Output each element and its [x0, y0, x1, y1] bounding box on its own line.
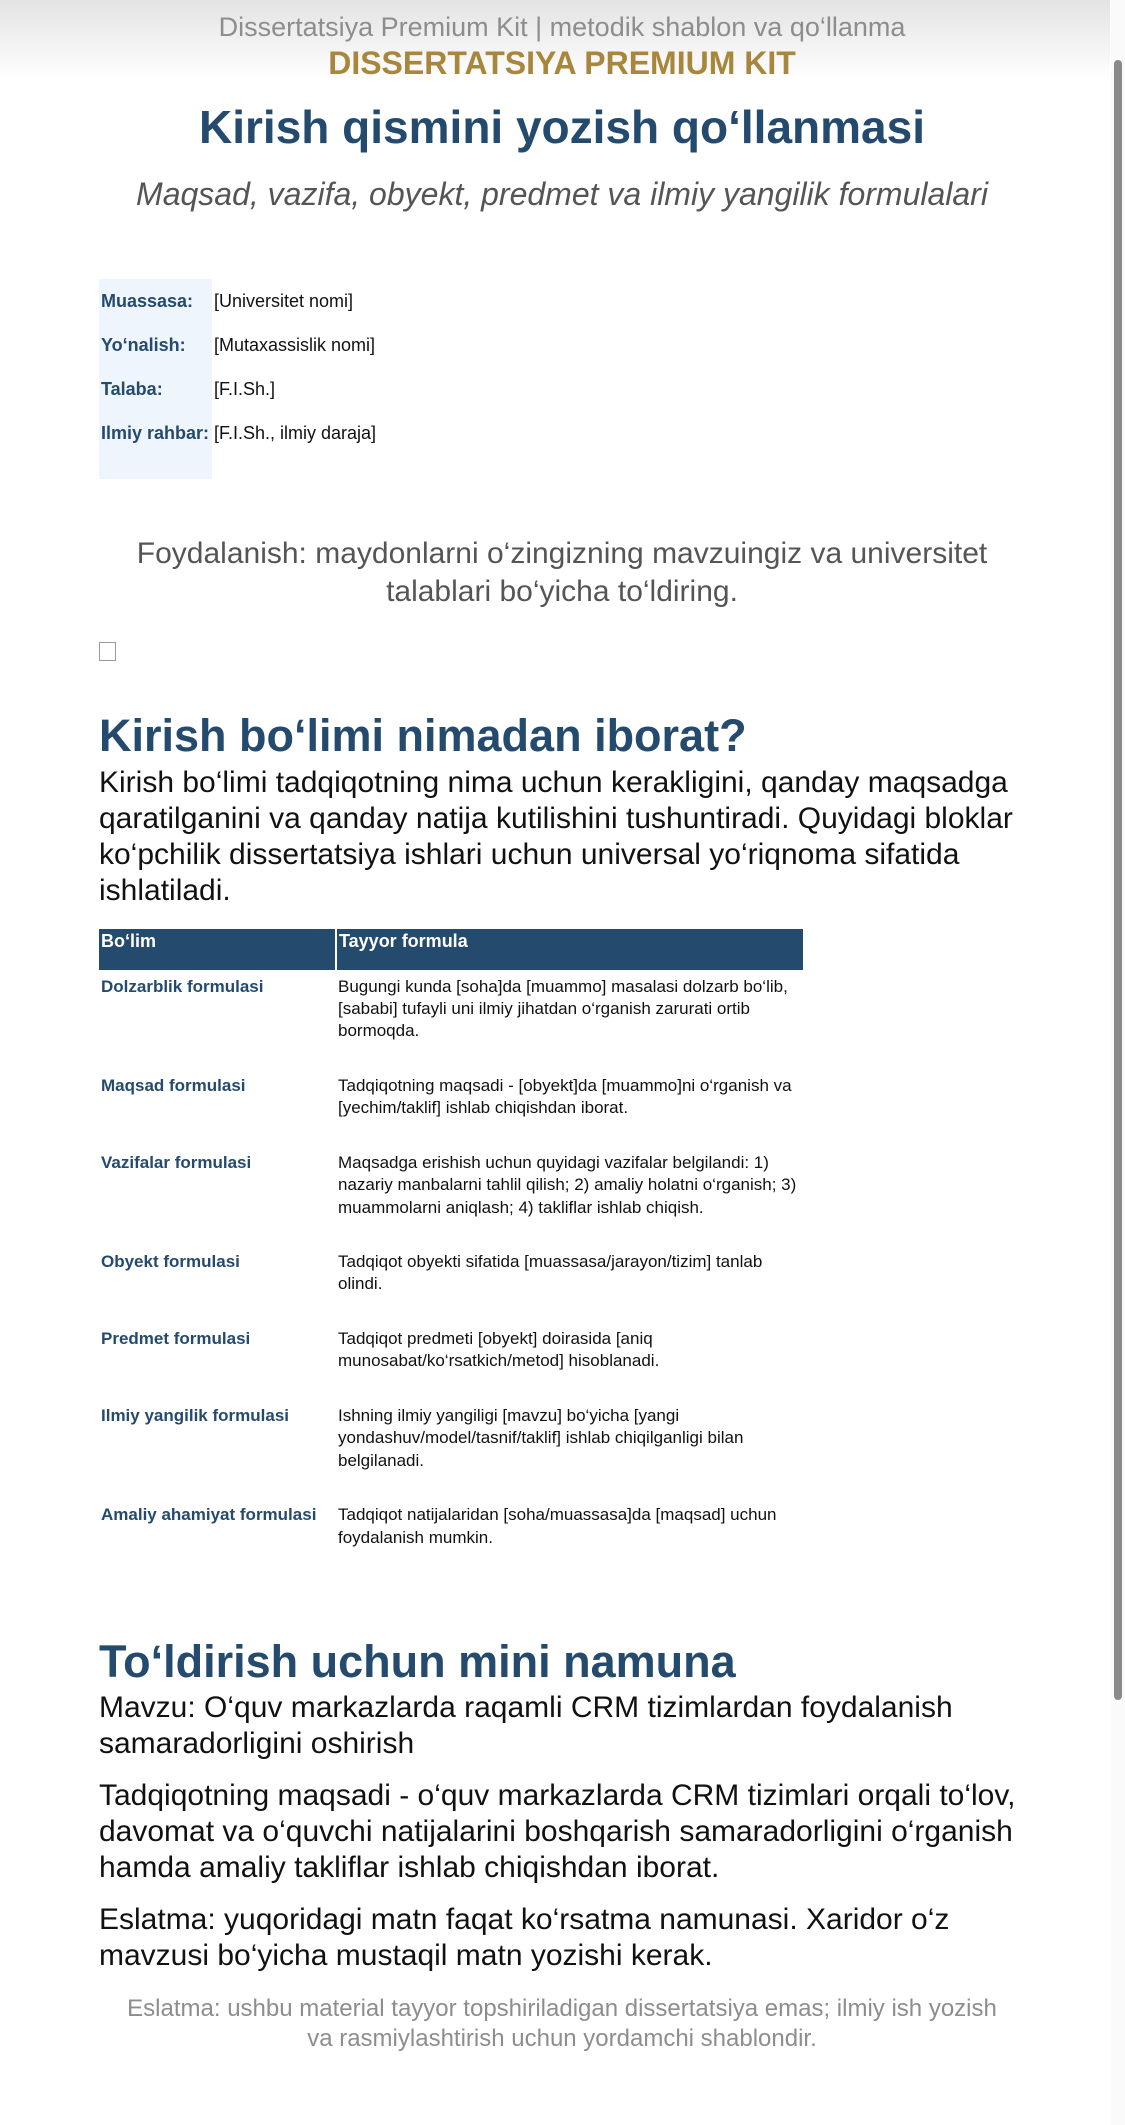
table-row — [99, 970, 803, 1069]
table-row — [99, 1245, 803, 1322]
row-section: Predmet formulasi — [101, 1328, 251, 1348]
meta-row — [99, 279, 378, 323]
checkbox[interactable] — [99, 642, 116, 661]
document-page — [99, 0, 1025, 2054]
row-formula: Tadqiqot predmeti [obyekt] doirasida [aniq munosabat/ko‘rsatkich/metod] hisoblanadi. — [338, 1328, 660, 1371]
sample-topic: Mavzu: O‘quv markazlarda raqamli CRM tizimlardan foydalanish samaradorligini oshirish — [99, 1691, 953, 1761]
row-formula: Maqsadga erishish uchun quyidagi vazifalar belgilandi: 1) nazariy manbalarni tahlil qilish; 2) amaliy holatni o‘rganish; 3) muammolarni aniqlash; 4) takliflar ishlab chiqish. — [338, 1152, 797, 1217]
table-row — [99, 1146, 803, 1245]
formula-table-header — [99, 929, 803, 970]
column-header-formula: Tayyor formula — [336, 929, 803, 970]
meta-value[interactable]: [F.I.Sh.] — [214, 378, 276, 399]
usage-note: Foydalanish: maydonlarni o‘zingizning mavzuingiz va universitet talablari bo‘yicha to‘ldiring. — [136, 537, 988, 608]
meta-label: Yo‘nalish: — [99, 323, 212, 367]
meta-label: Muassasa: — [99, 279, 212, 323]
column-header-section: Bo‘lim — [99, 929, 336, 970]
meta-spacer-row — [99, 455, 378, 479]
meta-label: Ilmiy rahbar: — [99, 411, 212, 455]
meta-table — [99, 279, 378, 479]
meta-row — [99, 367, 378, 411]
page-title: Kirish qismini yozish qo‘llanmasi — [199, 101, 925, 153]
row-section: Maqsad formulasi — [101, 1075, 246, 1095]
row-formula: Ishning ilmiy yangiligi [mavzu] bo‘yicha [yangi yondashuv/model/tasnif/taklif] ishlab chiqilganligi bilan belgilanadi. — [338, 1405, 744, 1470]
scrollbar-track[interactable] — [1111, 0, 1125, 2125]
footnote: Eslatma: ushbu material tayyor topshiriladigan dissertatsiya emas; ilmiy ish yozish va rasmiylashtirish uchun yordamchi shablondir. — [127, 1995, 997, 2053]
row-section: Ilmiy yangilik formulasi — [101, 1405, 290, 1425]
meta-row — [99, 323, 378, 367]
sample-note: Eslatma: yuqoridagi matn faqat ko‘rsatma namunasi. Xaridor o‘z mavzusi bo‘yicha mustaqil matn yozishi kerak. — [99, 1903, 950, 1973]
sample-aim: Tadqiqotning maqsadi - o‘quv markazlarda CRM tizimlari orqali to‘lov, davomat va o‘quvchi natijalarini boshqarish samaradorligini o‘rganish hamda amaliy takliflar ishlab chiqishdan iborat. — [99, 1779, 1016, 1885]
scrollbar-thumb[interactable] — [1114, 60, 1122, 1700]
table-row — [99, 1322, 803, 1399]
section-lead: Kirish bo‘limi tadqiqotning nima uchun kerakligini, qanday maqsadga qaratilganini va qanday natija kutilishini tushuntiradi. Quyidagi bloklar ko‘pchilik dissertatsiya ishlari uchun universal yo‘riqnoma sifatida ishlatiladi. — [99, 765, 1013, 907]
section-heading-sample: To‘ldirish uchun mini namuna — [99, 1635, 736, 1687]
table-row — [99, 1498, 803, 1575]
formula-table — [99, 929, 803, 1575]
row-section: Amaliy ahamiyat formulasi — [101, 1505, 317, 1525]
meta-value[interactable]: [Mutaxassislik nomi] — [214, 334, 376, 355]
meta-value[interactable]: [Universitet nomi] — [214, 290, 354, 311]
page-subtitle: Maqsad, vazifa, obyekt, predmet va ilmiy yangilik formulalari — [136, 176, 988, 212]
meta-row — [99, 411, 378, 455]
kit-title: DISSERTATSIYA PREMIUM KIT — [328, 45, 796, 81]
row-formula: Tadqiqot obyekti sifatida [muassasa/jarayon/tizim] tanlab olindi. — [338, 1252, 763, 1294]
meta-value-spacer — [212, 455, 378, 479]
row-section: Obyekt formulasi — [101, 1252, 240, 1271]
meta-label-spacer — [99, 455, 212, 479]
meta-value[interactable]: [F.I.Sh., ilmiy daraja] — [214, 422, 377, 443]
row-section: Dolzarblik formulasi — [101, 976, 264, 996]
row-formula: Bugungi kunda [soha]da [muammo] masalasi dolzarb bo‘lib, [sababi] tufayli uni ilmiy jihatdan o‘rganish zarurati ortib bormoqda. — [338, 976, 788, 1041]
row-section: Vazifalar formulasi — [101, 1152, 252, 1172]
table-row — [99, 1399, 803, 1498]
document-header-line: Dissertatsiya Premium Kit | metodik shablon va qo‘llanma — [218, 12, 906, 42]
section-heading-intro: Kirish bo‘limi nimadan iborat? — [99, 710, 747, 761]
row-formula: Tadqiqot natijalaridan [soha/muassasa]da [maqsad] uchun foydalanish mumkin. — [338, 1505, 777, 1547]
row-formula: Tadqiqotning maqsadi - [obyekt]da [muammo]ni o‘rganish va [yechim/taklif] ishlab chiqishdan iborat. — [338, 1075, 792, 1118]
table-row — [99, 1069, 803, 1146]
meta-label: Talaba: — [99, 367, 212, 411]
